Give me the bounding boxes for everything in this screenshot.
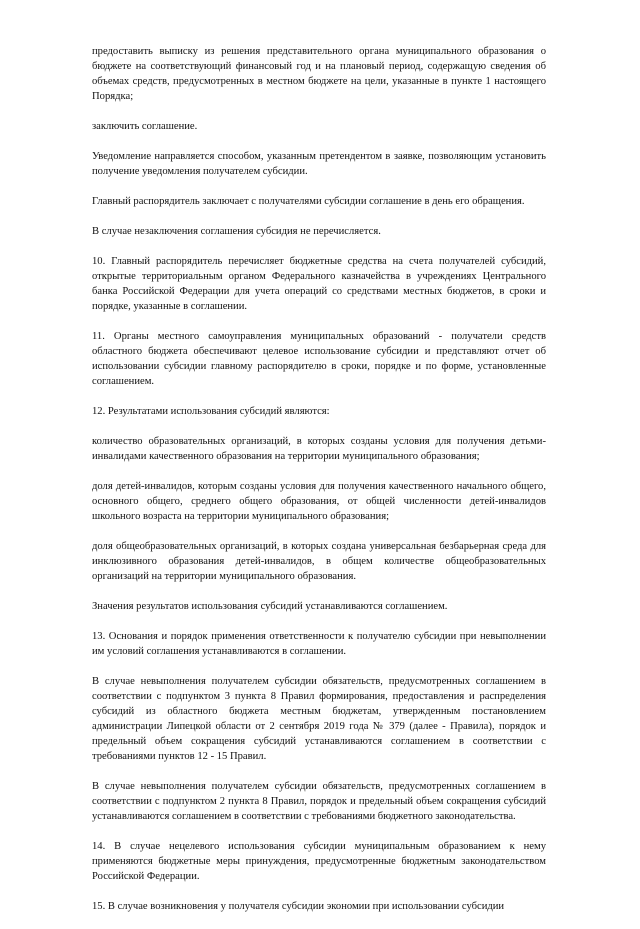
paragraph-result-values: Значения результатов использования субсидий устанавливаются соглашением. bbox=[92, 601, 448, 612]
paragraph-result-organizations: количество образовательных организаций, в которых созданы условия для получения детьми-инвалидами качественного образования на территории муниципального образования; bbox=[92, 436, 546, 462]
paragraph-result-barrier-free: доля общеобразовательных организаций, в которых создана универсальная безбарьерная среда для инклюзивного образования детей-инвалидов, в общем количестве общеобразовательных организаций на территории муниципального образования. bbox=[92, 541, 546, 582]
paragraph-agreement-day: Главный распорядитель заключает с получателями субсидии соглашение в день его обращения. bbox=[92, 196, 525, 207]
paragraph-item-10: 10. Главный распорядитель перечисляет бюджетные средства на счета получателей субсидий, открытые территориальным органом Федерального казначейства в учреждениях Центрального банка Российской Федерации для учета операций со средствами местных бюджетов, в сроки и порядке, указанные в соглашении. bbox=[92, 256, 546, 312]
paragraph-conclude-agreement: заключить соглашение. bbox=[92, 121, 198, 132]
paragraph-result-children-share: доля детей-инвалидов, которым созданы условия для получения качественного начального общего, основного общего, среднего общего образования, от общей численности детей-инвалидов школьного возраста на территории муниципального образования; bbox=[92, 481, 546, 522]
paragraph-non-fulfillment-2: В случае невыполнения получателем субсидии обязательств, предусмотренных соглашением в соответствии с подпунктом 2 пункта 8 Правил, порядок и предельный объем сокращения субсидий устанавливаются соглашением в соответствии с требованиями бюджетного законодательства. bbox=[92, 781, 546, 822]
document-body bbox=[92, 44, 546, 929]
paragraph-extract-request: предоставить выписку из решения представительного органа муниципального образования о бюджете на соответствующий финансовый год и на плановый период, содержащую сведения об объемах средств, предусмотренных в местном бюджете на цели, указанные в пункте 1 настоящего Порядка; bbox=[92, 46, 546, 102]
paragraph-item-12: 12. Результатами использования субсидий являются: bbox=[92, 406, 330, 417]
paragraph-non-fulfillment-3: В случае невыполнения получателем субсидии обязательств, предусмотренных соглашением в соответствии с подпунктом 3 пункта 8 Правил формирования, предоставления и распределения субсидий из областного бюджета местным бюджетам, утвержденным постановлением администрации Липецкой области от 2 сентября 2019 года № 379 (далее - Правила), порядок и предельный объем сокращения субсидий устанавливаются соглашением в соответствии с требованиями пунктов 12 - 15 Правил. bbox=[92, 676, 546, 762]
paragraph-item-14: 14. В случае нецелевого использования субсидии муниципальным образованием к нему применяются бюджетные меры принуждения, предусмотренные бюджетным законодательством Российской Федерации. bbox=[92, 841, 546, 882]
paragraph-notification: Уведомление направляется способом, указанным претендентом в заявке, позволяющим установить получение уведомления получателем субсидии. bbox=[92, 151, 546, 177]
paragraph-item-13: 13. Основания и порядок применения ответственности к получателю субсидии при невыполнении им условий соглашения устанавливаются в соглашении. bbox=[92, 631, 546, 657]
paragraph-item-15: 15. В случае возникновения у получателя субсидии экономии при использовании субсидии bbox=[92, 901, 505, 912]
paragraph-no-agreement: В случае незаключения соглашения субсидия не перечисляется. bbox=[92, 226, 381, 237]
paragraph-item-11: 11. Органы местного самоуправления муниципальных образований - получатели средств областного бюджета обеспечивают целевое использование субсидии и представляют отчет об использовании субсидии главному распорядителю в сроки, порядке и по форме, установленные соглашением. bbox=[92, 331, 546, 387]
